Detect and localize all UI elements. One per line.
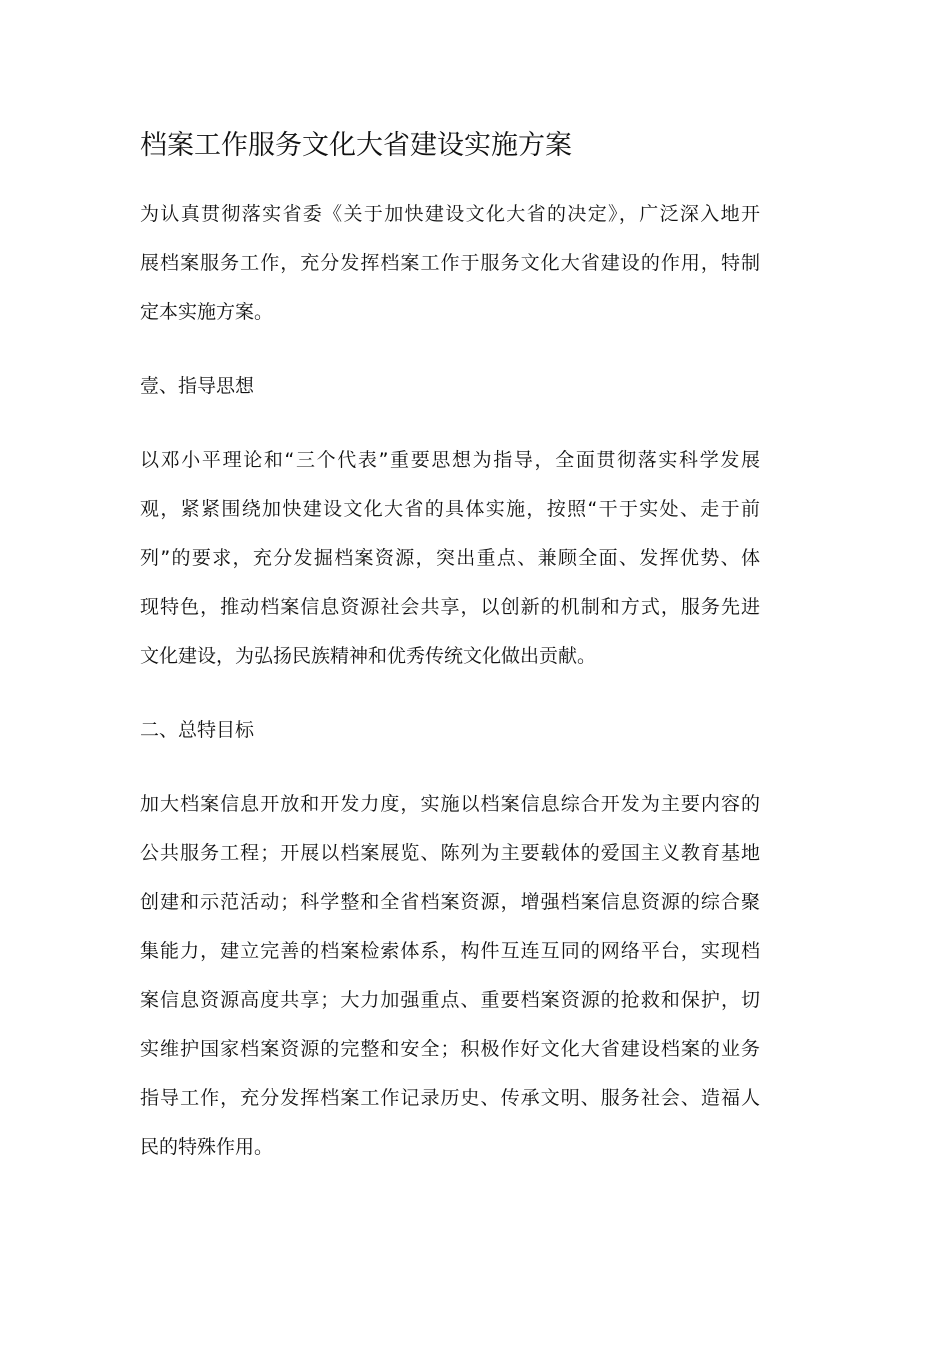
paragraph-line: 文化建设，为弘扬民族精神和优秀传统文化做出贡献。 [140,645,597,667]
paragraph-line: 加大档案信息开放和开发力度，实施以档案信息综合开发为主要内容的 [140,793,760,815]
paragraph-line: 列”的要求，充分发掘档案资源，突出重点、兼顾全面、发挥优势、体 [140,547,760,569]
paragraph-line: 指导工作，充分发挥档案工作记录历史、传承文明、服务社会、造福人 [140,1087,760,1109]
section-paragraph-guiding-ideology [140,436,760,681]
paragraph-line: 实维护国家档案资源的完整和安全；积极作好文化大省建设档案的业务 [140,1038,760,1060]
paragraph-line: 定本实施方案。 [140,301,274,323]
paragraph-line: 创建和示范活动；科学整和全省档案资源，增强档案信息资源的综合聚 [140,891,760,913]
paragraph-line: 公共服务工程；开展以档案展览、陈列为主要载体的爱国主义教育基地 [140,842,760,864]
paragraph-line: 观，紧紧围绕加快建设文化大省的具体实施，按照“干于实处、走于前 [140,498,760,520]
section-heading-overall-goals: 二、总特目标 [140,719,255,741]
paragraph-line: 现特色，推动档案信息资源社会共享，以创新的机制和方式，服务先进 [140,596,760,618]
section-heading-guiding-ideology: 壹、指导思想 [140,375,255,397]
paragraph-line: 展档案服务工作，充分发挥档案工作于服务文化大省建设的作用，特制 [140,252,760,274]
section-paragraph-overall-goals [140,780,760,1172]
intro-paragraph [140,190,760,337]
paragraph-line: 民的特殊作用。 [140,1136,274,1158]
paragraph-line: 集能力，建立完善的档案检索体系，构件互连互同的网络平台，实现档 [140,940,760,962]
paragraph-line: 为认真贯彻落实省委《关于加快建设文化大省的决定》，广泛深入地开 [140,203,760,225]
document-title: 档案工作服务文化大省建设实施方案 [140,130,572,161]
paragraph-line: 案信息资源高度共享；大力加强重点、重要档案资源的抢救和保护，切 [140,989,760,1011]
paragraph-line: 以邓小平理论和“三个代表”重要思想为指导，全面贯彻落实科学发展 [140,449,760,471]
